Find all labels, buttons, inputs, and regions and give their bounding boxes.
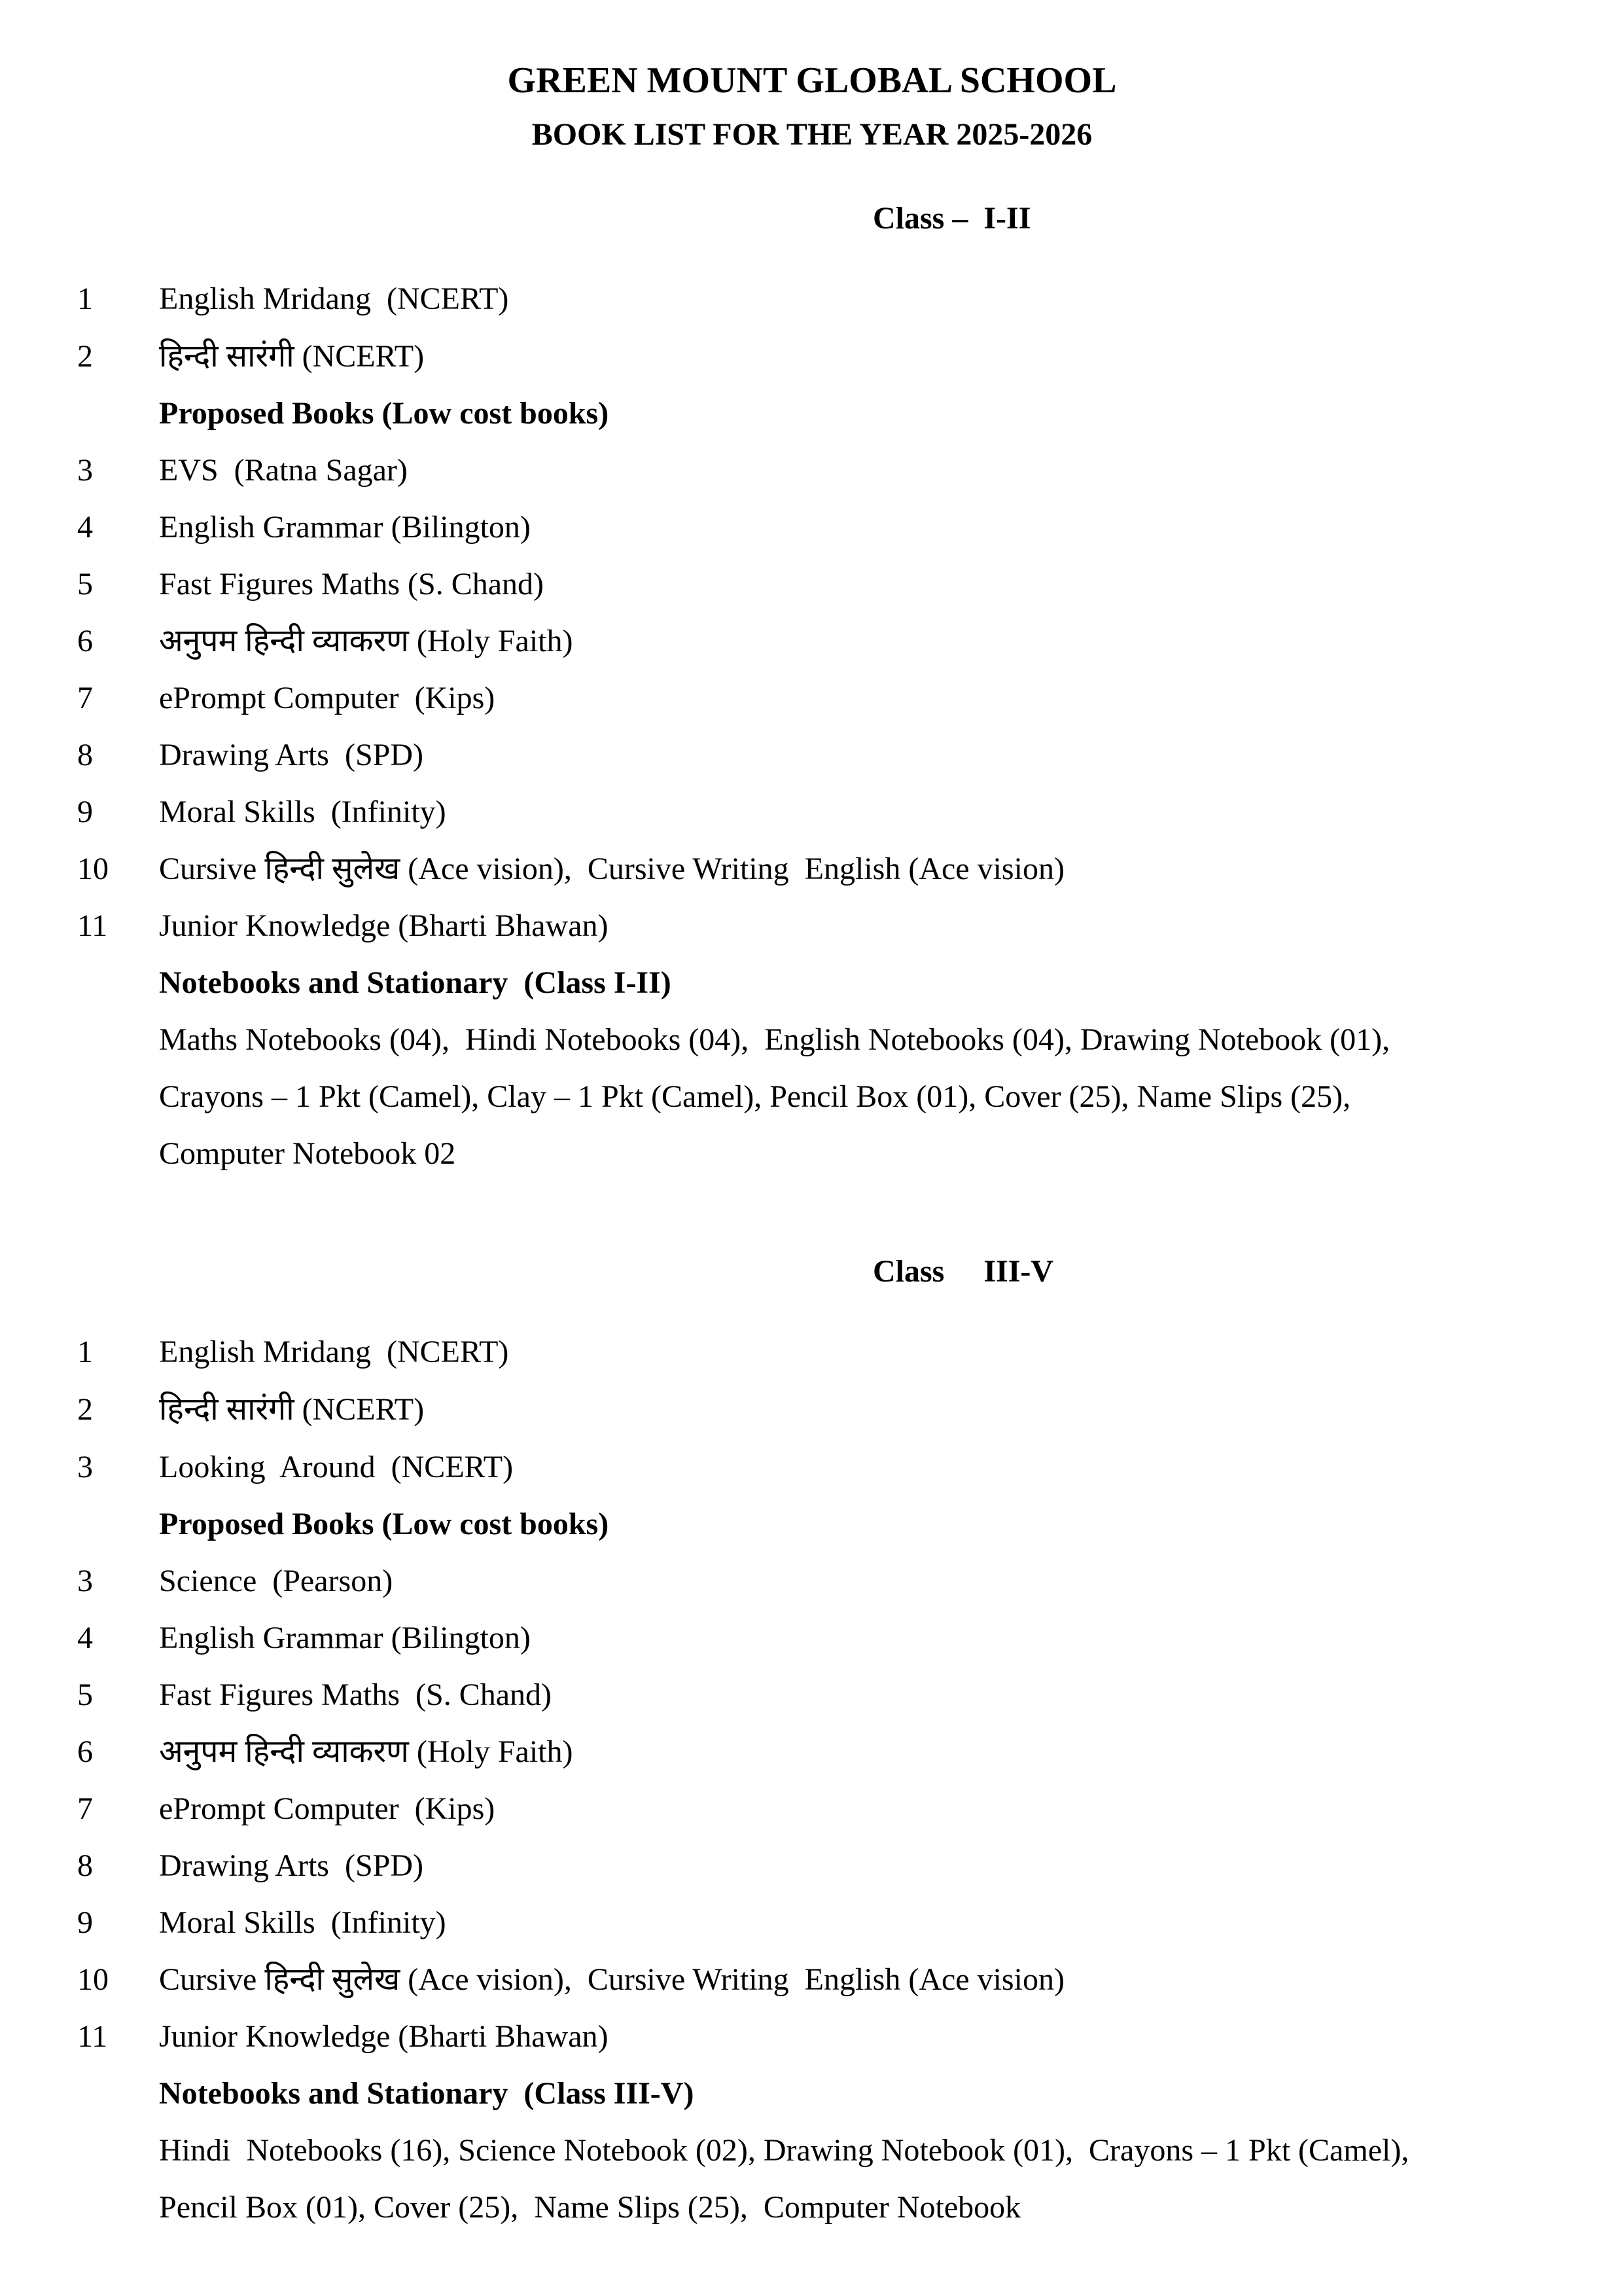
book-number: 1 (77, 281, 93, 316)
book-title: English Mridang (NCERT) (159, 281, 509, 316)
stationery-line (0, 2128, 1624, 2174)
book-title: Cursive हिन्दी सुलेख (Ace vision), Cursive Writing English (Ace vision) (159, 852, 1065, 886)
book-row (0, 276, 1624, 322)
class-heading: Class III-V (873, 1254, 1054, 1289)
book-title: EVS (Ratna Sagar) (159, 453, 408, 488)
book-row (0, 1615, 1624, 1661)
book-title: ePrompt Computer (Kips) (159, 1791, 495, 1826)
book-row (0, 562, 1624, 607)
stationery-text: Hindi Notebooks (16), Science Notebook (02), Drawing Notebook (01), Crayons – 1 Pkt (Camel), (159, 2133, 1409, 2168)
book-row (0, 1786, 1624, 1832)
proposed-books-heading: Proposed Books (Low cost books) (159, 396, 609, 431)
book-number: 1 (77, 1335, 93, 1369)
book-number: 4 (77, 1621, 93, 1655)
book-title: अनुपम हिन्दी व्याकरण (Holy Faith) (159, 1734, 573, 1769)
book-row (0, 1558, 1624, 1604)
book-row (0, 1387, 1624, 1433)
stationery-heading: Notebooks and Stationary (Class III-V) (159, 2076, 694, 2111)
book-number: 9 (77, 795, 93, 829)
book-title: ePrompt Computer (Kips) (159, 681, 495, 715)
book-row (0, 1900, 1624, 1946)
book-row (0, 903, 1624, 949)
book-number: 5 (77, 1677, 93, 1712)
book-row (0, 448, 1624, 493)
stationery-line (0, 1017, 1624, 1063)
book-title: Cursive हिन्दी सुलेख (Ace vision), Cursive Writing English (Ace vision) (159, 1962, 1065, 1997)
book-number: 6 (77, 624, 93, 658)
proposed-books-heading-row (0, 391, 1624, 437)
book-number: 9 (77, 1905, 93, 1940)
book-list-title: BOOK LIST FOR THE YEAR 2025-2026 (531, 117, 1093, 152)
book-row (0, 1729, 1624, 1775)
stationery-text: Crayons – 1 Pkt (Camel), Clay – 1 Pkt (Camel), Pencil Box (01), Cover (25), Name Slips (25), (159, 1079, 1351, 1114)
book-title: English Grammar (Bilington) (159, 510, 531, 545)
book-row (0, 675, 1624, 721)
school-name: GREEN MOUNT GLOBAL SCHOOL (507, 60, 1117, 101)
book-number: 3 (77, 1450, 93, 1484)
book-number: 3 (77, 453, 93, 488)
book-title: Junior Knowledge (Bharti Bhawan) (159, 2019, 609, 2054)
book-title: Fast Figures Maths (S. Chand) (159, 567, 544, 601)
stationery-heading-row (0, 2071, 1624, 2117)
proposed-books-heading-row (0, 1501, 1624, 1547)
book-row (0, 505, 1624, 550)
book-title: अनुपम हिन्दी व्याकरण (Holy Faith) (159, 624, 573, 658)
book-number: 7 (77, 681, 93, 715)
stationery-text: Maths Notebooks (04), Hindi Notebooks (04), English Notebooks (04), Drawing Notebook (01), (159, 1022, 1390, 1057)
stationery-heading-row (0, 960, 1624, 1006)
stationery-heading: Notebooks and Stationary (Class I-II) (159, 965, 671, 1000)
book-title: Fast Figures Maths (S. Chand) (159, 1677, 552, 1712)
book-title: Looking Around (NCERT) (159, 1450, 514, 1484)
book-row (0, 1672, 1624, 1718)
book-title: English Mridang (NCERT) (159, 1335, 509, 1369)
book-title: Junior Knowledge (Bharti Bhawan) (159, 908, 609, 943)
book-row (0, 1957, 1624, 2003)
book-number: 4 (77, 510, 93, 545)
stationery-text: Pencil Box (01), Cover (25), Name Slips (25), Computer Notebook (159, 2190, 1021, 2225)
book-number: 2 (77, 1392, 93, 1427)
class-heading: Class – I-II (873, 201, 1031, 236)
book-title: हिन्दी सारंगी (NCERT) (159, 339, 425, 374)
book-title: Drawing Arts (SPD) (159, 738, 423, 772)
book-number: 11 (77, 2019, 108, 2054)
book-number: 10 (77, 852, 109, 886)
book-row (0, 334, 1624, 380)
book-title: Moral Skills (Infinity) (159, 1905, 446, 1940)
stationery-text: Computer Notebook 02 (159, 1136, 456, 1171)
book-row (0, 732, 1624, 778)
book-number: 5 (77, 567, 93, 601)
stationery-line (0, 2185, 1624, 2231)
book-row (0, 1444, 1624, 1490)
book-number: 7 (77, 1791, 93, 1826)
book-number: 2 (77, 339, 93, 374)
stationery-line (0, 1074, 1624, 1120)
book-row (0, 2014, 1624, 2060)
book-row (0, 1843, 1624, 1889)
proposed-books-heading: Proposed Books (Low cost books) (159, 1507, 609, 1541)
book-number: 8 (77, 738, 93, 772)
book-row (0, 1329, 1624, 1375)
book-number: 6 (77, 1734, 93, 1769)
book-row (0, 846, 1624, 892)
book-row (0, 789, 1624, 835)
book-title: Drawing Arts (SPD) (159, 1848, 423, 1883)
stationery-line (0, 1131, 1624, 1177)
book-number: 3 (77, 1564, 93, 1598)
book-row (0, 619, 1624, 664)
book-title: Moral Skills (Infinity) (159, 795, 446, 829)
book-number: 8 (77, 1848, 93, 1883)
book-number: 11 (77, 908, 108, 943)
book-title: Science (Pearson) (159, 1564, 393, 1598)
book-title: हिन्दी सारंगी (NCERT) (159, 1392, 425, 1427)
book-title: English Grammar (Bilington) (159, 1621, 531, 1655)
book-number: 10 (77, 1962, 109, 1997)
